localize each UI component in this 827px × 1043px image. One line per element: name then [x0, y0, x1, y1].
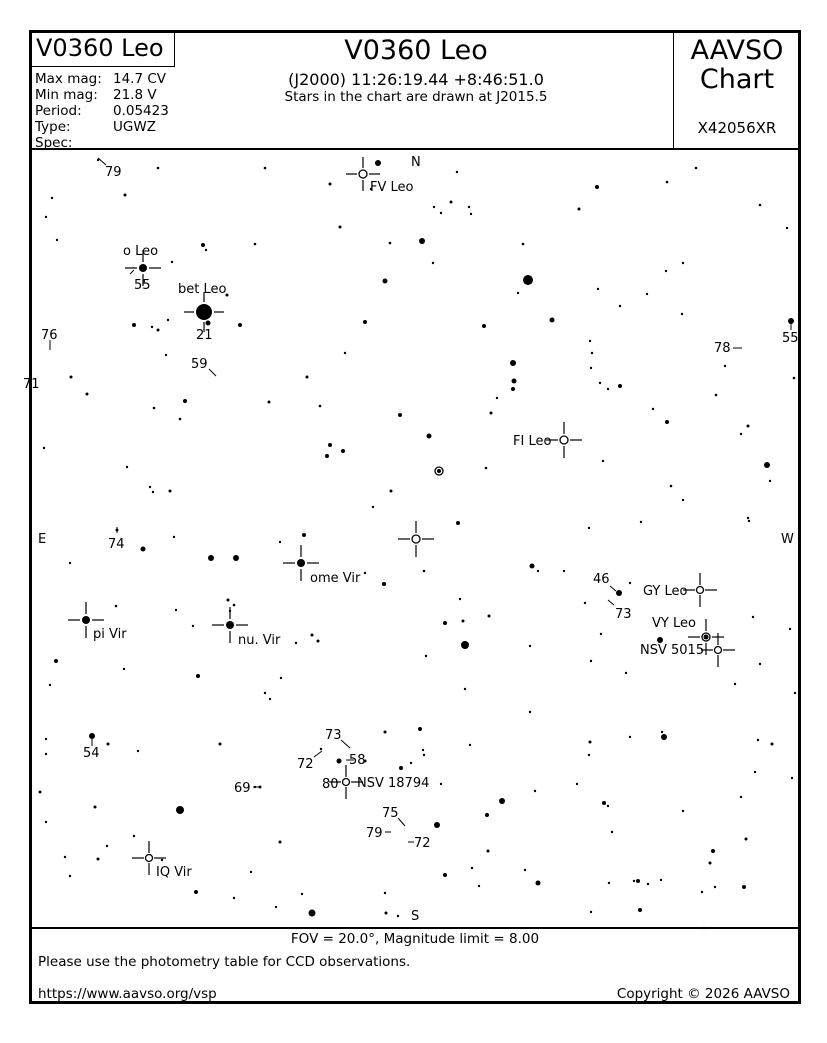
field-star — [793, 377, 796, 380]
field-star — [443, 873, 447, 877]
comparison-label: 79 — [105, 165, 122, 180]
star-label: FI Leo — [513, 434, 552, 449]
comparison-label: 21 — [196, 328, 213, 343]
field-star — [275, 906, 277, 908]
field-star — [410, 762, 412, 764]
field-star — [487, 850, 490, 853]
field-star — [45, 738, 47, 740]
field-star — [563, 570, 565, 572]
field-star — [599, 382, 601, 384]
field-star — [171, 261, 173, 263]
field-star — [524, 869, 526, 871]
field-star — [584, 602, 586, 604]
field-star — [311, 634, 314, 637]
field-star — [167, 319, 169, 321]
field-star — [757, 739, 759, 741]
field-star — [611, 831, 613, 833]
field-star — [309, 910, 316, 917]
field-star — [529, 711, 531, 713]
comparison-label: 75 — [382, 806, 399, 821]
field-star — [764, 462, 770, 468]
field-star — [450, 201, 453, 204]
field-star — [485, 467, 488, 470]
aavso-url-link[interactable]: https://www.aavso.org/vsp — [38, 986, 217, 1002]
field-star — [529, 645, 531, 647]
field-star — [703, 927, 705, 929]
field-star — [268, 401, 271, 404]
field-star — [423, 754, 425, 756]
field-star — [208, 555, 214, 561]
field-star — [747, 425, 750, 428]
coordinates: (J2000) 11:26:19.44 +8:46:51.0 — [288, 70, 544, 89]
comparison-label: 55 — [134, 278, 151, 293]
field-star — [647, 883, 649, 885]
chart-label: Chart — [699, 64, 775, 95]
label-leader — [209, 369, 216, 376]
field-star — [423, 570, 426, 573]
field-star — [124, 194, 127, 197]
label-leader — [398, 818, 405, 826]
field-star — [425, 655, 427, 657]
field-star — [600, 633, 602, 635]
field-star — [629, 736, 631, 738]
field-star — [511, 387, 515, 391]
field-star — [264, 167, 267, 170]
field-star — [602, 801, 606, 805]
field-star — [661, 731, 663, 733]
comparison-label: 72 — [414, 836, 431, 851]
field-star — [132, 323, 136, 327]
o-leo-marker — [139, 264, 147, 272]
field-star — [523, 275, 533, 285]
field-star — [740, 433, 742, 435]
field-star — [461, 641, 469, 649]
south-label: S — [411, 909, 420, 924]
field-star — [759, 204, 762, 207]
field-star — [151, 326, 153, 328]
field-star — [384, 731, 387, 734]
west-label: W — [781, 532, 794, 547]
star-label: FV Leo — [370, 180, 414, 195]
field-star — [398, 413, 402, 417]
comparison-label: 73 — [325, 728, 342, 743]
field-star — [250, 871, 252, 873]
field-star — [325, 454, 329, 458]
field-star — [550, 318, 555, 323]
field-star — [157, 167, 160, 170]
field-star — [384, 892, 386, 894]
vy-leo-core — [704, 635, 709, 640]
field-star — [86, 393, 89, 396]
field-star — [711, 849, 715, 853]
field-star — [173, 536, 175, 538]
comparison-label: 69 — [234, 781, 251, 796]
field-star — [740, 796, 742, 798]
info-row-max-mag: Max mag: 14.7 CV — [35, 71, 167, 87]
field-star — [512, 379, 517, 384]
ring-star-core — [437, 469, 441, 473]
field-star — [45, 216, 47, 218]
field-star — [329, 183, 332, 186]
field-star — [233, 604, 236, 607]
field-star — [608, 882, 610, 884]
field-star — [695, 167, 698, 170]
field-star — [301, 893, 303, 895]
field-star — [759, 663, 761, 665]
field-star — [183, 399, 187, 403]
star-labels — [23, 155, 799, 924]
info-row-spec: Spec: — [35, 135, 73, 151]
field-star — [339, 226, 342, 229]
star-name: V0360 Leo — [36, 34, 164, 62]
field-star — [196, 674, 200, 678]
ccd-note: Please use the photometry table for CCD observations. — [38, 954, 411, 970]
field-star — [422, 749, 424, 751]
field-star — [607, 388, 609, 390]
star-label: bet Leo — [178, 282, 227, 297]
field-star — [157, 329, 160, 332]
field-star — [341, 449, 345, 453]
field-star — [619, 305, 621, 307]
field-star — [45, 821, 47, 823]
field-star — [754, 771, 756, 773]
bet-leo-marker — [196, 304, 212, 320]
field-star — [279, 841, 282, 844]
star-label: nu. Vir — [238, 633, 281, 648]
field-star — [471, 867, 473, 869]
field-star — [280, 677, 282, 679]
field-star — [152, 491, 154, 493]
star-label: NSV 5015 — [640, 643, 705, 658]
field-star — [665, 420, 669, 424]
field-star — [306, 376, 309, 379]
comparison-label: 54 — [83, 746, 100, 761]
epoch-note: Stars in the chart are drawn at J2015.5 — [284, 89, 548, 105]
info-row-period: Period: 0.05423 — [35, 103, 169, 119]
field-star — [194, 890, 198, 894]
info-row-min-mag: Min mag: 21.8 V — [35, 87, 157, 103]
field-star — [747, 517, 749, 519]
field-star — [591, 352, 593, 354]
field-star — [478, 885, 480, 887]
label-leader — [130, 270, 134, 274]
field-stars — [39, 159, 797, 929]
field-star — [589, 340, 591, 342]
nsv-neighbor — [399, 766, 403, 770]
field-star — [595, 185, 599, 189]
field-star — [786, 227, 788, 229]
field-star — [169, 490, 172, 493]
star-markers — [50, 157, 791, 875]
field-star — [715, 394, 718, 397]
field-star — [522, 243, 525, 246]
field-star — [734, 683, 736, 685]
field-star — [638, 908, 642, 912]
field-star — [176, 806, 184, 814]
field-star — [254, 243, 257, 246]
field-star — [456, 171, 458, 173]
field-star — [665, 270, 667, 272]
comparison-label: 74 — [108, 537, 125, 552]
field-star — [390, 490, 393, 493]
field-star — [462, 620, 465, 623]
star-label: o Leo — [123, 244, 159, 259]
field-star — [488, 615, 491, 618]
field-star — [375, 160, 381, 166]
field-star — [49, 684, 51, 686]
label-leader — [98, 158, 106, 165]
field-star — [383, 279, 388, 284]
field-star — [625, 672, 627, 674]
field-star — [666, 181, 669, 184]
field-star — [470, 213, 472, 215]
field-star — [618, 384, 622, 388]
field-star — [233, 555, 239, 561]
field-star — [714, 886, 716, 888]
comp-46-dot — [616, 590, 622, 596]
field-star — [496, 397, 498, 399]
field-star — [588, 754, 590, 756]
field-star — [295, 642, 297, 644]
field-star — [192, 625, 194, 627]
field-star — [602, 460, 604, 462]
field-star — [418, 727, 422, 731]
star-label: NSV 18794 — [357, 776, 430, 791]
field-star — [499, 798, 505, 804]
field-star — [440, 783, 442, 785]
field-star — [427, 434, 432, 439]
comparison-label: 58 — [349, 753, 366, 768]
comparison-label: 80 — [322, 777, 339, 792]
field-star — [317, 640, 320, 643]
field-star — [660, 879, 662, 881]
field-star — [227, 599, 230, 602]
field-star — [97, 858, 100, 861]
comparison-label: 46 — [593, 572, 610, 587]
field-star — [745, 838, 748, 841]
comparison-label: 78 — [714, 341, 731, 356]
field-star — [319, 405, 322, 408]
field-star — [482, 324, 486, 328]
star-label: IQ Vir — [156, 865, 192, 880]
field-star — [372, 506, 374, 508]
comparison-label: 55 — [782, 331, 799, 346]
comparison-label: 59 — [191, 357, 208, 372]
field-star — [646, 293, 648, 295]
field-star — [364, 572, 366, 574]
comp-21-dot — [206, 321, 211, 326]
comparison-label: 71 — [23, 377, 40, 392]
copyright: Copyright © 2026 AAVSO — [616, 986, 790, 1002]
nu-vir-marker — [226, 621, 234, 629]
field-star — [133, 835, 135, 837]
field-star — [769, 480, 771, 482]
comparison-label: 79 — [366, 826, 383, 841]
field-star — [464, 688, 466, 690]
field-star — [219, 743, 222, 746]
field-star — [115, 605, 118, 608]
field-star — [179, 418, 182, 421]
field-star — [789, 628, 791, 630]
field-star — [468, 206, 470, 208]
field-star — [578, 208, 581, 211]
label-leader — [610, 586, 616, 591]
field-star — [279, 541, 281, 543]
field-star — [320, 748, 322, 750]
field-star — [45, 753, 47, 755]
field-star — [440, 212, 442, 214]
field-star — [94, 806, 97, 809]
field-star — [682, 262, 684, 264]
field-star — [433, 206, 435, 208]
field-star — [590, 911, 592, 913]
fi-leo-marker — [560, 436, 568, 444]
comparison-label: 72 — [297, 757, 314, 772]
field-star — [363, 320, 367, 324]
field-star — [382, 582, 386, 586]
field-star — [456, 521, 460, 525]
label-leader — [608, 600, 614, 605]
field-star — [607, 805, 609, 807]
field-star — [397, 915, 399, 917]
field-star — [537, 570, 539, 572]
iq-vir-marker — [146, 855, 153, 862]
field-star — [534, 790, 536, 792]
field-star — [652, 408, 654, 410]
field-star — [636, 879, 640, 883]
east-label: E — [38, 532, 47, 547]
ome-vir-marker — [297, 559, 305, 567]
field-star — [64, 856, 66, 858]
star-label: pi Vir — [93, 627, 127, 642]
field-star — [69, 562, 71, 564]
field-star — [107, 743, 110, 746]
field-star — [670, 485, 673, 488]
field-star — [153, 407, 156, 410]
field-star — [629, 582, 631, 584]
fov-note: FOV = 20.0°, Magnitude limit = 8.00 — [290, 931, 540, 947]
field-star — [709, 862, 712, 865]
field-star — [485, 813, 489, 817]
field-star — [791, 777, 793, 779]
star-label: VY Leo — [652, 616, 696, 631]
field-star — [469, 744, 471, 746]
field-star — [681, 313, 683, 315]
field-star — [161, 859, 163, 861]
star-label: ome Vir — [310, 571, 361, 586]
gy-leo-marker — [697, 587, 704, 594]
field-star — [389, 242, 392, 245]
field-star — [771, 743, 774, 746]
field-star — [682, 499, 684, 501]
field-star — [576, 783, 578, 785]
field-star — [443, 621, 447, 625]
field-star — [126, 466, 128, 468]
field-star — [752, 616, 754, 618]
aavso-label: AAVSO — [690, 35, 784, 66]
field-star — [51, 197, 53, 199]
field-star — [597, 288, 599, 290]
field-star — [589, 741, 592, 744]
info-row-type: Type: UGWZ — [35, 119, 156, 135]
field-star — [141, 547, 146, 552]
field-star — [661, 734, 667, 740]
field-star — [633, 880, 635, 882]
field-star — [149, 486, 151, 488]
field-star — [459, 598, 461, 600]
field-star — [205, 249, 207, 251]
field-star — [682, 810, 684, 812]
field-star — [165, 354, 167, 356]
field-star — [517, 292, 519, 294]
field-star — [432, 262, 434, 264]
target-marker — [412, 535, 420, 543]
field-star — [123, 668, 125, 670]
field-star — [328, 443, 332, 447]
comparison-label: 76 — [41, 328, 58, 343]
field-star — [748, 520, 750, 522]
field-star — [640, 521, 642, 523]
field-star — [510, 360, 516, 366]
field-star — [588, 527, 590, 529]
fv-leo-marker — [359, 170, 367, 178]
north-label: N — [411, 155, 421, 170]
field-star — [39, 791, 42, 794]
label-leader — [341, 740, 350, 748]
field-star — [264, 692, 266, 694]
field-star — [106, 845, 108, 847]
field-star — [434, 822, 440, 828]
field-star — [344, 352, 346, 354]
field-star — [269, 698, 271, 700]
field-star — [701, 891, 703, 893]
field-star — [724, 365, 726, 367]
field-star — [490, 412, 493, 415]
field-star — [233, 897, 235, 899]
field-star — [337, 759, 342, 764]
star-label: GY Leo — [643, 584, 688, 599]
field-star — [70, 376, 73, 379]
comparison-label: 73 — [615, 607, 632, 622]
field-star — [794, 692, 796, 694]
nsv18794-marker — [343, 779, 350, 786]
field-star — [590, 367, 592, 369]
field-star — [590, 660, 592, 662]
field-star — [175, 609, 177, 611]
field-star — [56, 239, 58, 241]
pi-vir-marker — [82, 616, 90, 624]
nsv5015-marker — [715, 647, 722, 654]
chart-id: X42056XR — [697, 119, 777, 137]
field-star — [536, 881, 541, 886]
field-star — [238, 323, 242, 327]
field-star — [89, 733, 95, 739]
field-star — [137, 750, 139, 752]
field-star — [201, 243, 205, 247]
field-star — [742, 885, 746, 889]
field-star — [43, 447, 45, 449]
field-star — [302, 533, 306, 537]
field-star — [69, 875, 71, 877]
field-star — [530, 564, 535, 569]
field-star — [419, 238, 425, 244]
label-leader — [314, 751, 322, 757]
chart-title: V0360 Leo — [344, 35, 488, 66]
field-star — [385, 912, 388, 915]
field-star — [54, 659, 58, 663]
